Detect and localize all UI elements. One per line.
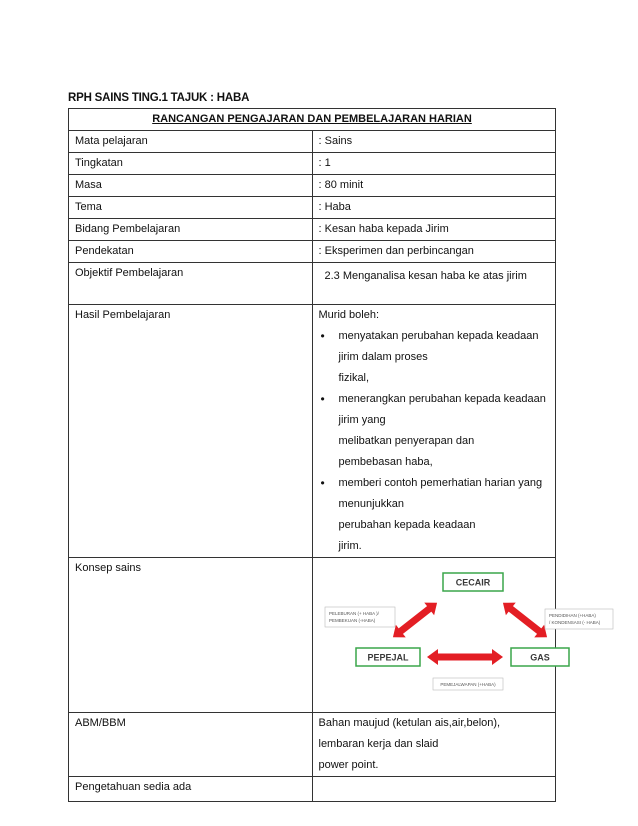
state-box-cecair <box>443 573 503 591</box>
note-right-line-1: PENDIDIHAN (+HABA) <box>548 613 596 618</box>
outcome-text: perubahan kepada keadaan <box>338 519 476 531</box>
row-label-tema: Tema <box>69 197 313 219</box>
hasil-intro: Murid boleh: <box>318 309 380 321</box>
double-arrow-bottom <box>427 649 503 665</box>
row-label-objektif: Objektif Pembelajaran <box>69 263 313 305</box>
row-label-abm: ABM/BBM <box>69 713 313 777</box>
row-value-objektif <box>312 263 556 305</box>
arrow-shape <box>427 649 503 665</box>
row-label-hasil: Hasil Pembelajaran <box>69 305 313 558</box>
row-value-bidang: : Kesan haba kepada Jirim <box>312 219 556 241</box>
table-row <box>69 131 556 153</box>
row-label-konsep: Konsep sains <box>69 558 313 713</box>
list-item <box>319 473 550 557</box>
state-box-pepejal <box>356 648 420 666</box>
note-right-line-2: / KONDENSASI (- HABA) <box>548 620 600 625</box>
table-row <box>69 263 556 305</box>
note-left-line-2: PEMBEKUAN (-HABA) <box>328 618 375 623</box>
table-heading: RANCANGAN PENGAJARAN DAN PEMBELAJARAN HARIAN <box>69 109 556 131</box>
note-box-left <box>325 607 395 627</box>
note-left-line-1: PELEBURAN (+ HABA )/ <box>328 611 379 616</box>
abm-text: Bahan maujud (ketulan ais,air,belon), lembaran kerja dan slaid <box>318 717 501 750</box>
lesson-plan-table <box>68 108 600 802</box>
outcome-text: fizikal, <box>338 372 370 384</box>
note-box-border <box>325 607 395 627</box>
row-value-tema: : Haba <box>312 197 556 219</box>
state-box-gas <box>511 648 569 666</box>
arrow-shape <box>388 596 442 643</box>
row-value-pendekatan: : Eksperimen dan perbincangan <box>312 241 556 263</box>
table-row <box>69 558 556 713</box>
objektif-text: 2.3 Menganalisa kesan haba ke atas jirim <box>324 270 527 282</box>
row-label-bidang: Bidang Pembelajaran <box>69 219 313 241</box>
abm-text: power point. <box>318 759 379 771</box>
arrow-shape <box>498 596 552 643</box>
outcome-text: pembebasan haba, <box>338 456 433 468</box>
table-row <box>69 305 556 558</box>
outcome-text: melibatkan penyerapan dan <box>338 435 475 447</box>
row-value-konsep <box>312 558 600 713</box>
outcome-text: jirim. <box>338 540 362 552</box>
note-box-right <box>545 609 613 629</box>
table-row <box>69 197 556 219</box>
double-arrow-right <box>498 596 552 643</box>
state-change-diagram <box>319 564 638 702</box>
table-row <box>69 777 556 802</box>
row-value-abm <box>312 713 556 777</box>
note-box-border <box>545 609 613 629</box>
document-title: RPH SAINS TING.1 TAJUK : HABA <box>68 92 250 104</box>
row-value-mata-pelajaran: : Sains <box>312 131 556 153</box>
row-value-pengetahuan <box>312 777 556 802</box>
row-label-pengetahuan: Pengetahuan sedia ada <box>69 777 313 802</box>
note-box-bottom <box>433 678 503 690</box>
state-label-gas: GAS <box>529 652 550 663</box>
note-bottom-text: PEMEJALWAPAN (+HABA) <box>439 682 496 687</box>
list-item <box>319 389 550 473</box>
table-row <box>69 175 556 197</box>
table-row <box>69 153 556 175</box>
state-label-cecair: CECAIR <box>455 577 490 588</box>
list-item <box>319 326 550 389</box>
row-value-hasil <box>312 305 556 558</box>
outcome-text: • menerangkan perubahan kepada keadaan jirim yang <box>338 393 546 426</box>
row-label-tingkatan: Tingkatan <box>69 153 313 175</box>
row-value-tingkatan: : 1 <box>312 153 556 175</box>
row-label-masa: Masa <box>69 175 313 197</box>
double-arrow-left <box>388 596 442 643</box>
table-heading-row <box>69 109 556 131</box>
outcome-list <box>319 326 550 557</box>
outcome-text: • memberi contoh pemerhatian harian yang menunjukkan <box>338 477 543 510</box>
row-label-mata-pelajaran: Mata pelajaran <box>69 131 313 153</box>
row-value-masa: : 80 minit <box>312 175 556 197</box>
outcome-text: • menyatakan perubahan kepada keadaan jirim dalam proses <box>338 330 539 363</box>
state-label-pepejal: PEPEJAL <box>366 652 409 663</box>
table-row <box>69 713 556 777</box>
row-label-pendekatan: Pendekatan <box>69 241 313 263</box>
table-row <box>69 219 556 241</box>
table-row <box>69 241 556 263</box>
